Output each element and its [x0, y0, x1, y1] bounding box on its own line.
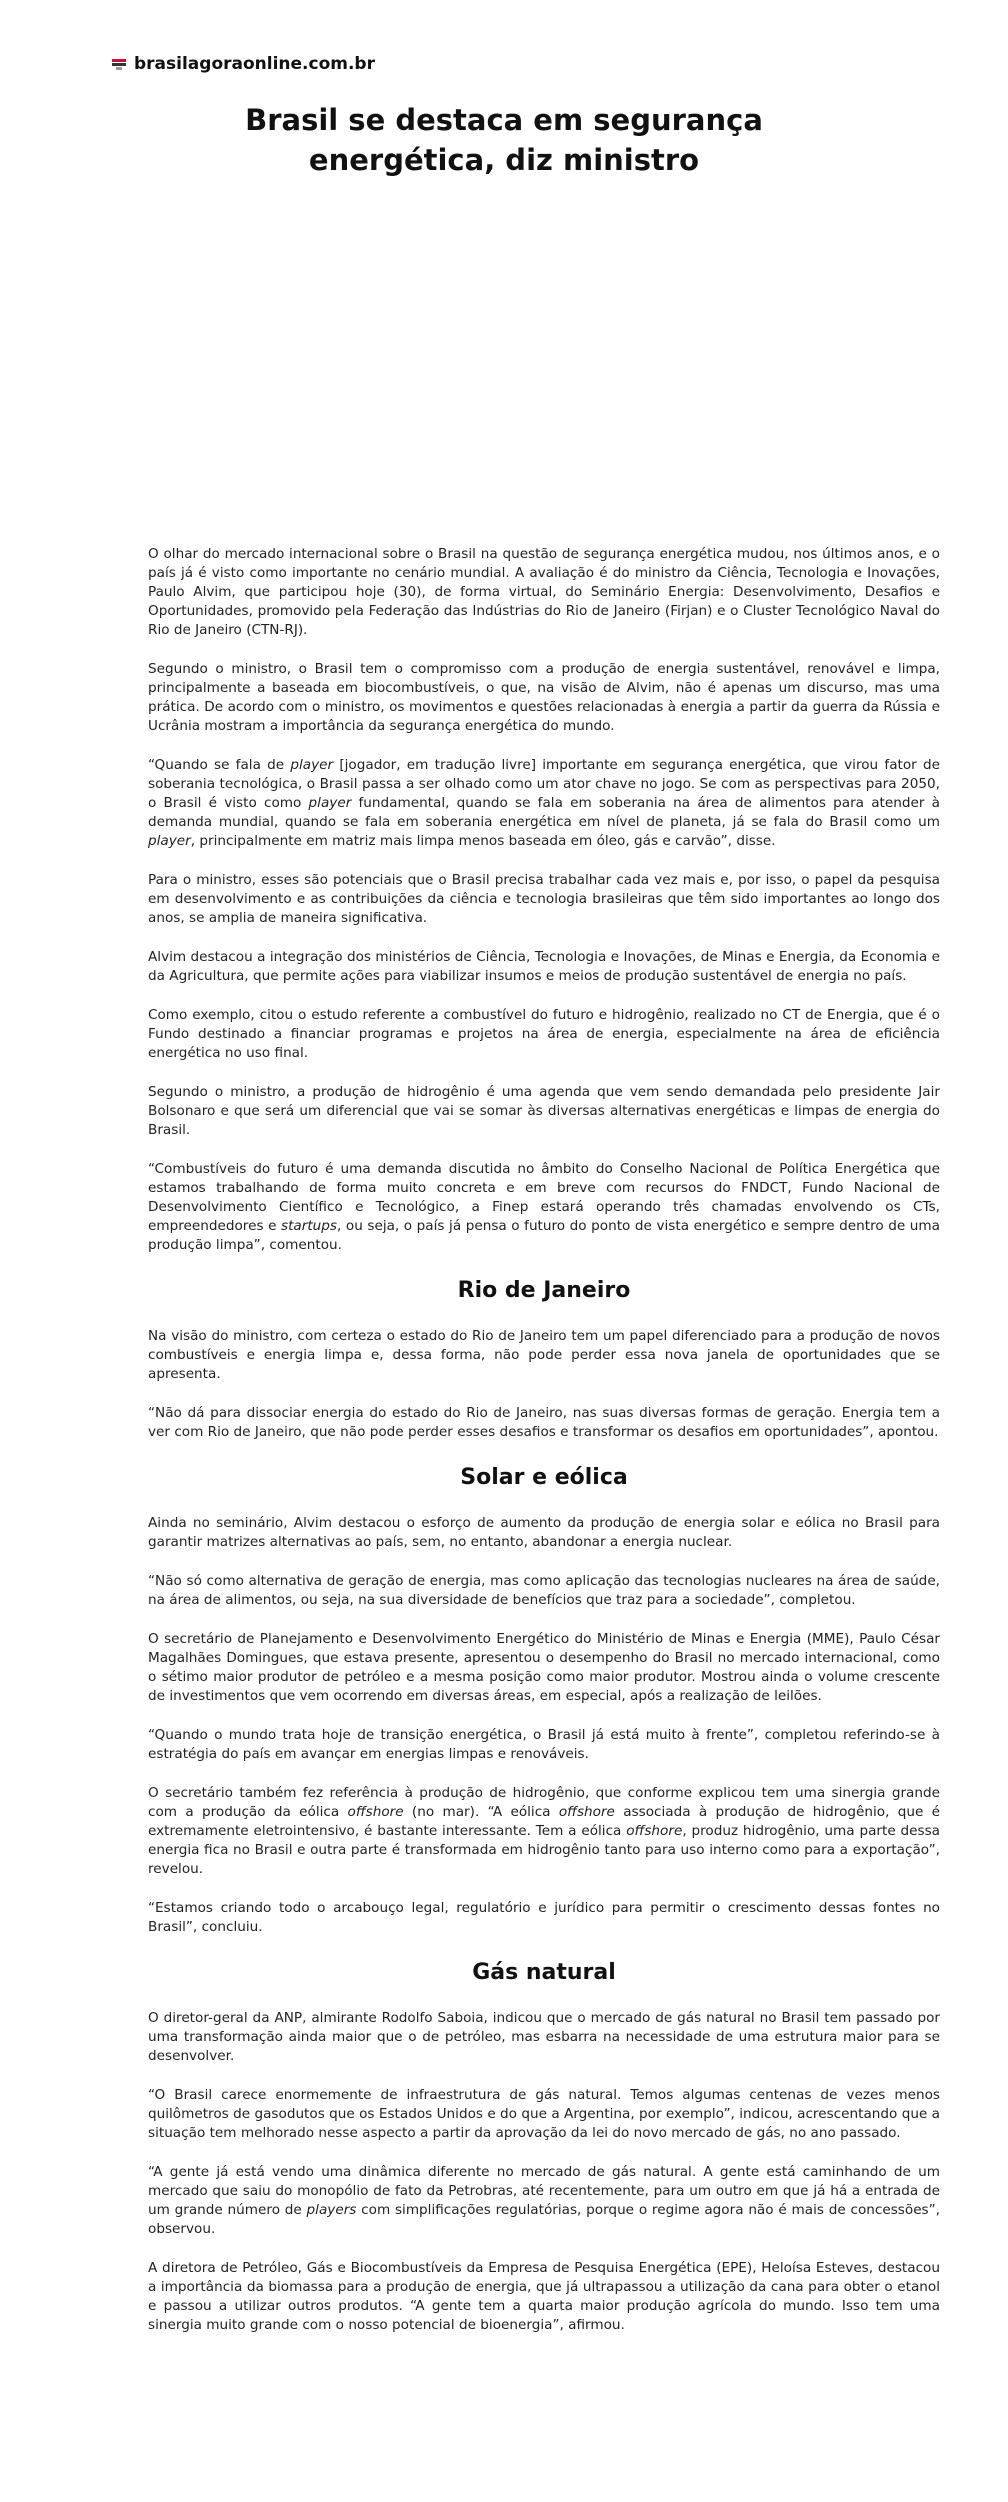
article-paragraph: [148, 948, 940, 986]
emphasized-term: player: [290, 757, 334, 773]
paragraph-text: Ainda no seminário, Alvim destacou o esforço de aumento da produção de energia solar e eólica no Brasil para garantir matrizes alternativas ao país, sem, no entanto, abandonar a energia nuclear.: [148, 1515, 940, 1550]
article-paragraph: [148, 1514, 940, 1552]
article-paragraph: [148, 1726, 940, 1764]
section-heading: Solar e eólica: [460, 1465, 628, 1490]
paragraph-text: O secretário também fez referência à produção de hidrogênio, que conforme explicou tem uma sinergia grande com a produção da eólica: [148, 1785, 940, 1820]
paragraph-text: Segundo o ministro, o Brasil tem o compromisso com a produção de energia sustentável, renovável e limpa, principalmente a baseada em biocombustíveis, o que, na visão de Alvim, não é apenas um discurso, mas uma prática. De acordo com o ministro, os movimentos e questões relacionadas à energia a partir da guerra da Rússia e Ucrânia mostram a importância da segurança energética do mundo.: [148, 661, 940, 734]
article-paragraph: [148, 545, 940, 640]
paragraph-text: Segundo o ministro, a produção de hidrogênio é uma agenda que vem sendo demandada pelo presidente Jair Bolsonaro e que será um diferencial que vai se somar às diversas alternativas energéticas e limpas de energia do Brasil.: [148, 1084, 940, 1138]
paragraph-text: Alvim destacou a integração dos ministérios de Ciência, Tecnologia e Inovações, de Minas e Energia, da Economia e da Agricultura, que permite ações para viabilizar insumos e meios de produção sustentável de energia no país.: [148, 949, 940, 984]
paragraph-text: com simplificações regulatórias, porque o regime agora não é mais de concessões”, observou.: [148, 2202, 940, 2237]
paragraph-text: “Não dá para dissociar energia do estado do Rio de Janeiro, nas suas diversas formas de geração. Energia tem a ver com Rio de Janeiro, que não pode perder esses desafios e transformar os desafios em oportunidades”, apontou.: [148, 1405, 940, 1440]
paragraph-text: Como exemplo, citou o estudo referente a combustível do futuro e hidrogênio, realizado no CT de Energia, que é o Fundo destinado a financiar programas e projetos na área de energia, especialmente na área de eficiência energética no uso final.: [148, 1007, 940, 1061]
paragraph-text: , produz hidrogênio, uma parte dessa energia fica no Brasil e outra parte é transformada em hidrogênio tanto para uso interno como para a exportação”, revelou.: [148, 1823, 941, 1877]
article-body: [148, 545, 940, 2355]
paragraph-text: associada à produção de hidrogênio, que é extremamente eletrointensivo, é bastante interessante. Tem a eólica: [148, 1804, 940, 1839]
paragraph-text: Para o ministro, esses são potenciais que o Brasil precisa trabalhar cada vez mais e, por isso, o papel da pesquisa em desenvolvimento e as contribuições da ciência e tecnologia brasileiras que têm sido importantes ao longo dos anos, se amplia de maneira significativa.: [148, 872, 940, 926]
paragraph-text: , principalmente em matriz mais limpa menos baseada em óleo, gás e carvão”, disse.: [190, 833, 776, 849]
emphasized-term: offshore: [347, 1804, 404, 1820]
article-paragraph: [148, 1899, 940, 1937]
emphasized-term: offshore: [626, 1823, 683, 1839]
paragraph-text: “Não só como alternativa de geração de energia, mas como aplicação das tecnologias nucleares na área de saúde, na área de alimentos, ou seja, na sua diversidade de benefícios que traz para a sociedade”, completou.: [148, 1573, 940, 1608]
article-paragraph: [148, 2259, 940, 2335]
article-paragraph: [148, 756, 940, 851]
article-paragraph: [148, 1083, 940, 1140]
paragraph-text: “Combustíveis do futuro é uma demanda discutida no âmbito do Conselho Nacional de Política Energética que estamos trabalhando de forma muito concreta e em breve com recursos do FNDCT, Fundo Nacional de Desenvolvimento Científico e Tecnológico, a Finep estará operando três chamadas envolvendo os CTs, empreendedores e: [148, 1161, 940, 1234]
article-paragraph: [148, 1327, 940, 1384]
article-paragraph: [148, 660, 940, 736]
paragraph-text: A diretora de Petróleo, Gás e Biocombustíveis da Empresa de Pesquisa Energética (EPE), Heloísa Esteves, destacou a importância da biomassa para a produção de energia, que já ultrapassou a utilização da cana para obter o etanol e passou a utilizar outros produtos. “A gente tem a quarta maior produção agrícola do mundo. Isso tem uma sinergia muito grande com o nosso potencial de bioenergia”, afirmou.: [148, 2260, 940, 2333]
article-paragraph: [148, 2163, 940, 2239]
article-paragraph: [148, 1784, 940, 1879]
section-heading: Rio de Janeiro: [457, 1278, 631, 1303]
article-paragraph: [148, 2009, 940, 2066]
paragraph-text: O olhar do mercado internacional sobre o Brasil na questão de segurança energética mudou, nos últimos anos, e o país já é visto como importante no cenário mundial. A avaliação é do ministro da Ciência, Tecnologia e Inovações, Paulo Alvim, que participou hoje (30), de forma virtual, do Seminário Energia: Desenvolvimento, Desafios e Oportunidades, promovido pela Federação das Indústrias do Rio de Janeiro (Firjan) e o Cluster Tecnológico Naval do Rio de Janeiro (CTN-RJ).: [148, 546, 940, 638]
site-header: [112, 52, 375, 76]
article-paragraph: [148, 1006, 940, 1063]
emphasized-term: startups: [281, 1218, 338, 1234]
article-title: Brasil se destaca em segurança energética, diz ministro: [245, 103, 763, 177]
article-paragraph: [148, 1572, 940, 1610]
paragraph-text: “Quando o mundo trata hoje de transição energética, o Brasil já está muito à frente”, completou referindo-se à estratégia do país em avançar em energias limpas e renováveis.: [148, 1727, 940, 1762]
article-paragraph: [148, 1404, 940, 1442]
emphasized-term: offshore: [558, 1804, 615, 1820]
paragraph-text: “Estamos criando todo o arcabouço legal, regulatório e jurídico para permitir o crescimento dessas fontes no Brasil”, concluiu.: [148, 1900, 940, 1935]
paragraph-text: “A gente já está vendo uma dinâmica diferente no mercado de gás natural. A gente está caminhando de um mercado que saiu do monopólio de fato da Petrobras, até recentemente, para um outro em que já há a entrada de um grande número de: [148, 2164, 940, 2218]
paragraph-text: Na visão do ministro, com certeza o estado do Rio de Janeiro tem um papel diferenciado para a produção de novos combustíveis e energia limpa e, dessa forma, não pode perder essa nova janela de oportunidades que se apresenta.: [148, 1328, 940, 1382]
paragraph-text: fundamental, quando se fala em soberania na área de alimentos para atender à demanda mundial, quando se fala em soberania energética em nível de planeta, já se fala do Brasil como um: [148, 795, 940, 830]
emphasized-term: player: [308, 795, 352, 811]
section-heading: Gás natural: [472, 1960, 616, 1985]
paragraph-text: “Quando se fala de: [148, 757, 291, 773]
paragraph-text: (no mar). “A eólica: [403, 1804, 559, 1820]
paragraph-text: O secretário de Planejamento e Desenvolvimento Energético do Ministério de Minas e Energia (MME), Paulo César Magalhães Domingues, que estava presente, apresentou o desempenho do Brasil no mercado internacional, como o sétimo maior produtor de petróleo e a mesma posição como maior produtor. Mostrou ainda o volume crescente de investimentos que vem ocorrendo em diversas áreas, em especial, após a realização de leilões.: [148, 1631, 940, 1704]
paragraph-text: [jogador, em tradução livre] importante em segurança energética, que virou fator de soberania tecnológica, o Brasil passa a ser olhado como um ator chave no jogo. Se com as perspectivas para 2050, o Brasil é visto como: [148, 757, 940, 811]
article-paragraph: [148, 2086, 940, 2143]
article-paragraph: [148, 1160, 940, 1255]
emphasized-term: players: [306, 2202, 357, 2218]
site-name-link[interactable]: brasilagoraonline.com.br: [134, 54, 375, 74]
article-paragraph: [148, 871, 940, 928]
paragraph-text: “O Brasil carece enormemente de infraestrutura de gás natural. Temos algumas centenas de vezes menos quilômetros de gasodutos que os Estados Unidos e do que a Argentina, por exemplo”, indicou, acrescentando que a situação tem melhorado nesse aspecto a partir da aprovação da lei do novo mercado de gás, no ano passado.: [148, 2087, 940, 2141]
paragraph-text: , ou seja, o país já pensa o futuro do ponto de vista energético e sempre dentro de uma produção limpa”, comentou.: [148, 1218, 940, 1253]
article-paragraph: [148, 1630, 940, 1706]
paragraph-text: O diretor-geral da ANP, almirante Rodolfo Saboia, indicou que o mercado de gás natural no Brasil tem passado por uma transformação ainda maior que o de petróleo, mas esbarra na necessidade de uma estrutura maior para se desenvolver.: [148, 2010, 940, 2064]
site-logo-icon: [112, 59, 126, 69]
emphasized-term: player: [148, 833, 191, 849]
